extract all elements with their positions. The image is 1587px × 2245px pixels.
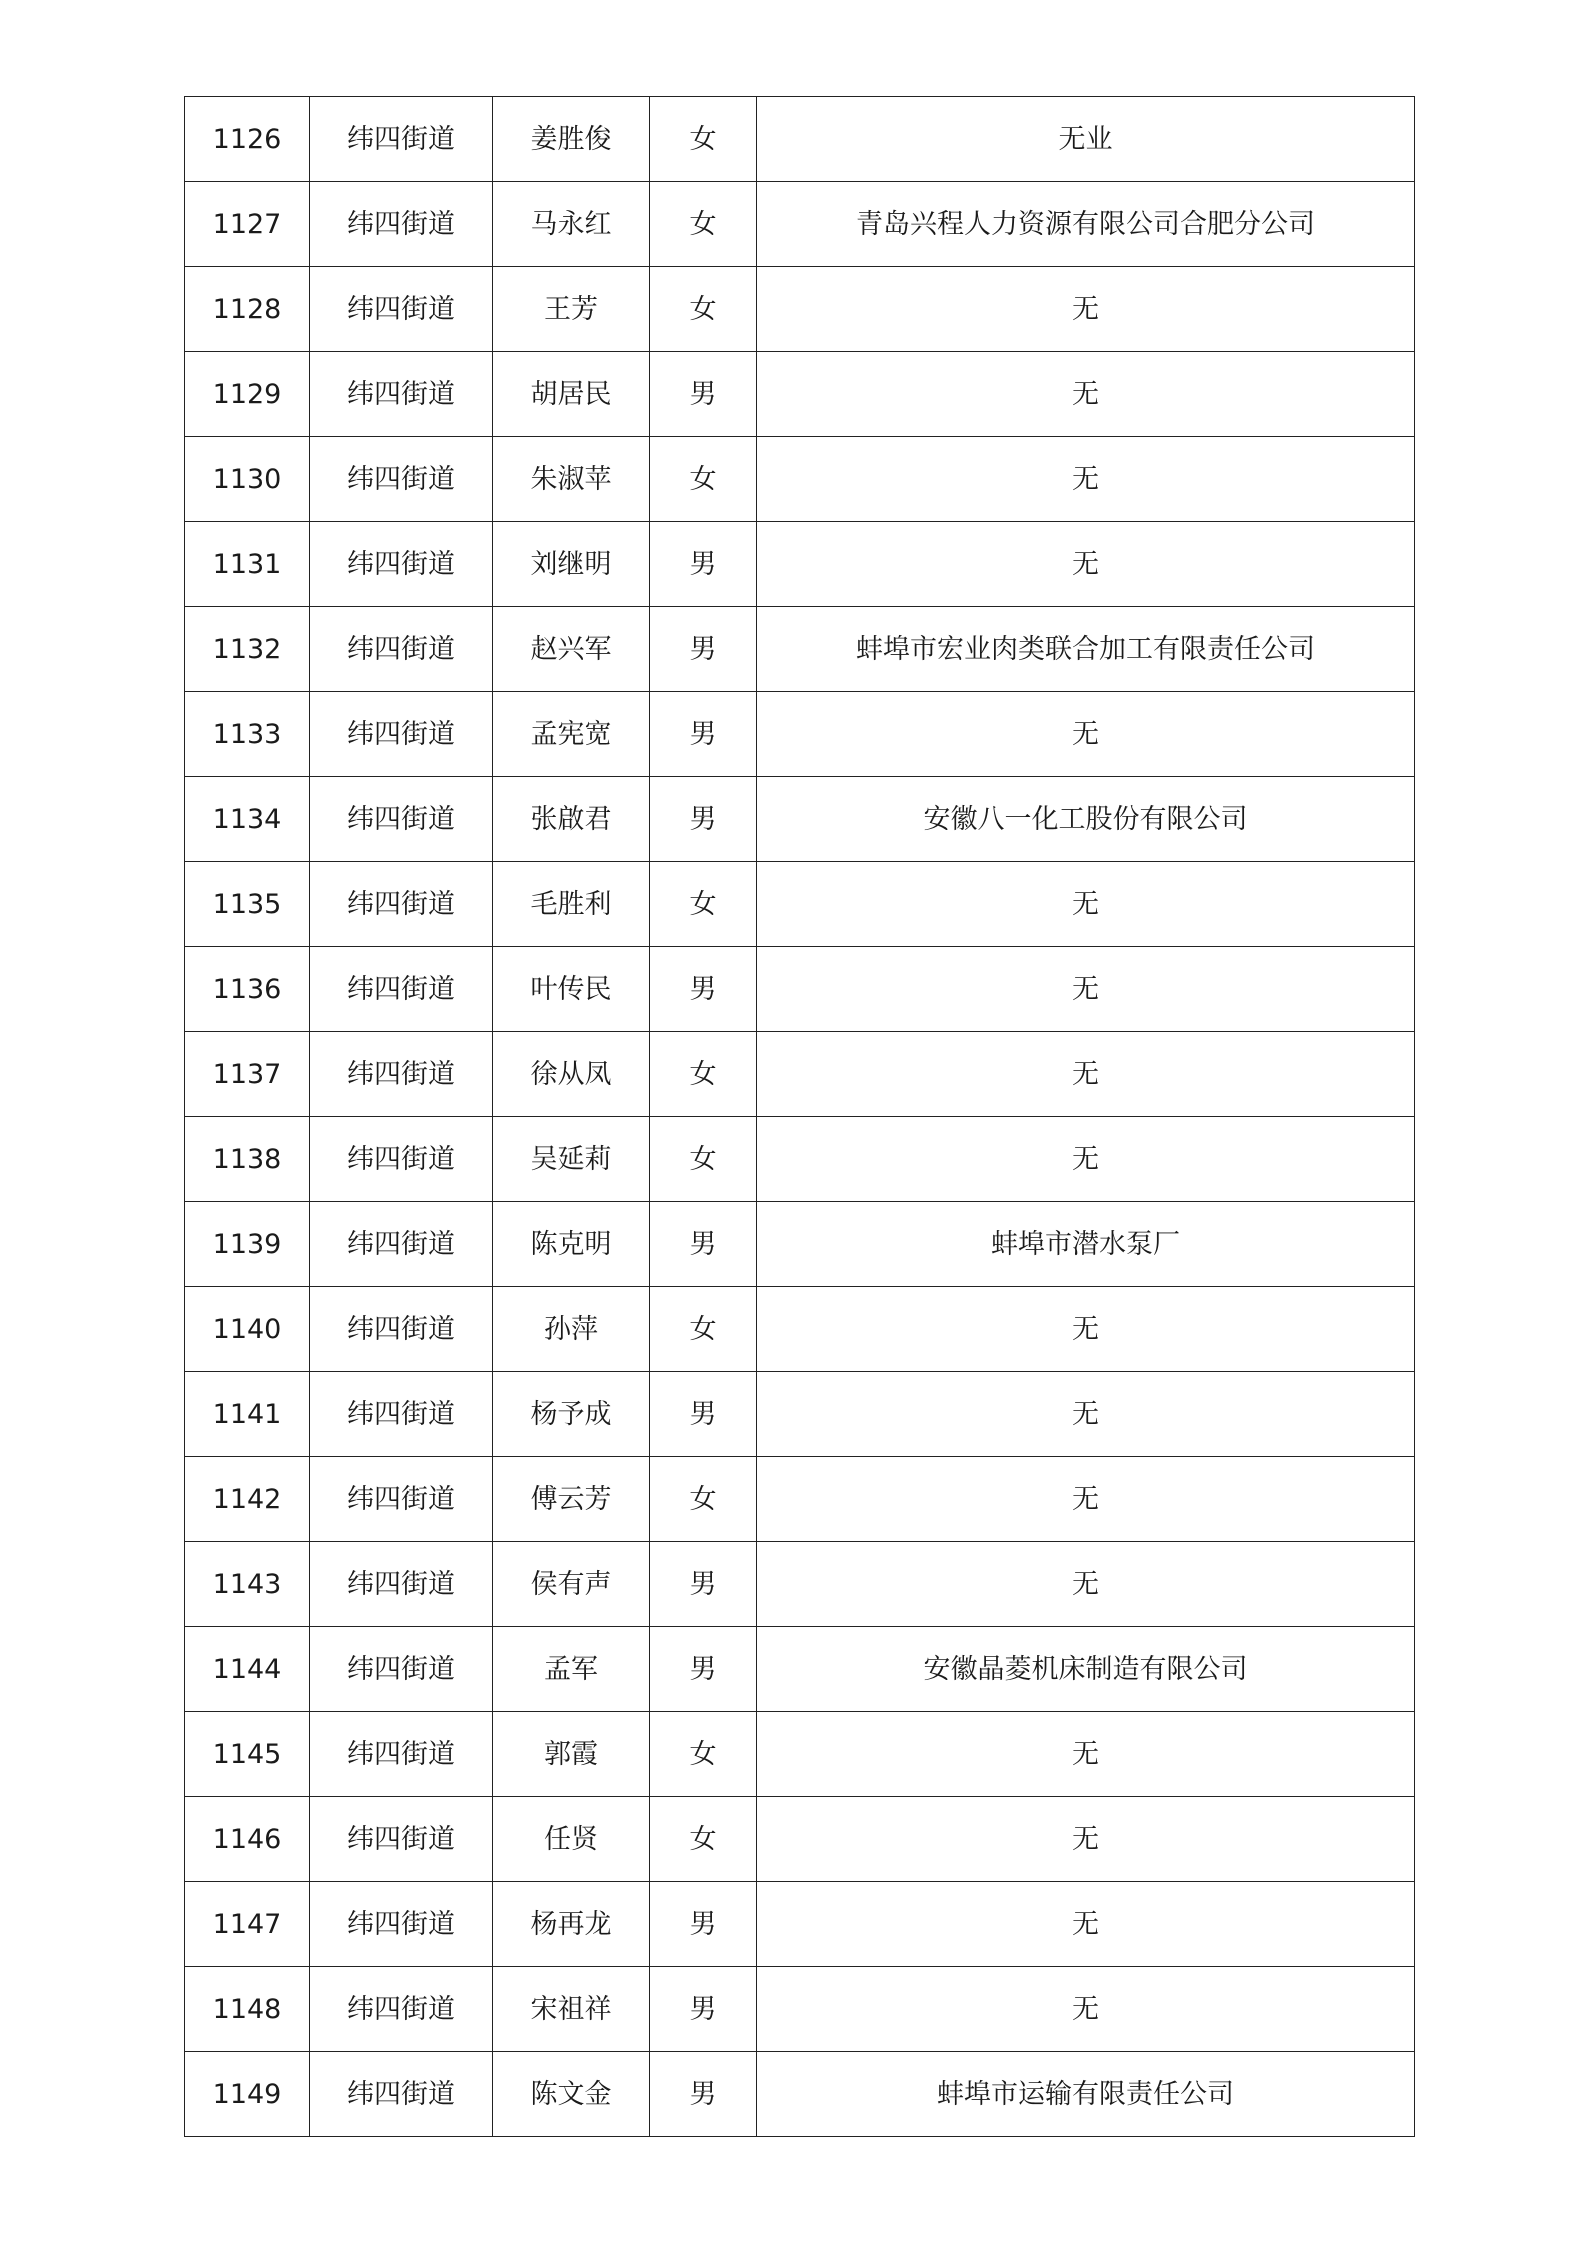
cell-serial-number: 1143 — [185, 1542, 310, 1627]
cell-employer: 安徽八一化工股份有限公司 — [757, 777, 1415, 862]
table-row — [185, 1117, 1415, 1202]
cell-person-name: 叶传民 — [493, 947, 650, 1032]
cell-street: 纬四街道 — [310, 1627, 493, 1712]
cell-gender: 男 — [650, 1882, 757, 1967]
cell-serial-number: 1146 — [185, 1797, 310, 1882]
table-row — [185, 1627, 1415, 1712]
table-row — [185, 1457, 1415, 1542]
cell-person-name: 毛胜利 — [493, 862, 650, 947]
cell-person-name: 孙萍 — [493, 1287, 650, 1372]
cell-serial-number: 1138 — [185, 1117, 310, 1202]
cell-street: 纬四街道 — [310, 777, 493, 862]
cell-gender: 男 — [650, 607, 757, 692]
cell-person-name: 郭霞 — [493, 1712, 650, 1797]
cell-street: 纬四街道 — [310, 1117, 493, 1202]
table-row — [185, 1797, 1415, 1882]
cell-person-name: 吴延莉 — [493, 1117, 650, 1202]
cell-gender: 女 — [650, 1287, 757, 1372]
cell-street: 纬四街道 — [310, 607, 493, 692]
cell-person-name: 孟军 — [493, 1627, 650, 1712]
cell-gender: 女 — [650, 1032, 757, 1117]
cell-employer: 青岛兴程人力资源有限公司合肥分公司 — [757, 182, 1415, 267]
cell-street: 纬四街道 — [310, 2052, 493, 2137]
cell-employer: 无 — [757, 1457, 1415, 1542]
cell-gender: 女 — [650, 97, 757, 182]
cell-person-name: 傅云芳 — [493, 1457, 650, 1542]
cell-person-name: 侯有声 — [493, 1542, 650, 1627]
roster-table-body — [185, 97, 1415, 2137]
cell-street: 纬四街道 — [310, 1032, 493, 1117]
cell-gender: 女 — [650, 1797, 757, 1882]
table-row — [185, 182, 1415, 267]
cell-serial-number: 1132 — [185, 607, 310, 692]
cell-serial-number: 1131 — [185, 522, 310, 607]
cell-gender: 男 — [650, 2052, 757, 2137]
cell-gender: 男 — [650, 1372, 757, 1457]
cell-person-name: 任贤 — [493, 1797, 650, 1882]
cell-gender: 女 — [650, 1457, 757, 1542]
cell-street: 纬四街道 — [310, 352, 493, 437]
cell-employer: 无 — [757, 947, 1415, 1032]
cell-gender: 男 — [650, 352, 757, 437]
cell-street: 纬四街道 — [310, 1287, 493, 1372]
table-row — [185, 1967, 1415, 2052]
table-row — [185, 352, 1415, 437]
cell-street: 纬四街道 — [310, 437, 493, 522]
cell-employer: 无 — [757, 1117, 1415, 1202]
cell-serial-number: 1147 — [185, 1882, 310, 1967]
cell-employer: 无 — [757, 1372, 1415, 1457]
cell-employer: 无 — [757, 352, 1415, 437]
cell-employer: 无 — [757, 1712, 1415, 1797]
cell-gender: 男 — [650, 1542, 757, 1627]
cell-serial-number: 1129 — [185, 352, 310, 437]
cell-employer: 无 — [757, 862, 1415, 947]
cell-serial-number: 1139 — [185, 1202, 310, 1287]
cell-street: 纬四街道 — [310, 1202, 493, 1287]
cell-serial-number: 1141 — [185, 1372, 310, 1457]
cell-person-name: 杨予成 — [493, 1372, 650, 1457]
cell-employer: 安徽晶菱机床制造有限公司 — [757, 1627, 1415, 1712]
cell-street: 纬四街道 — [310, 97, 493, 182]
cell-serial-number: 1145 — [185, 1712, 310, 1797]
table-row — [185, 2052, 1415, 2137]
cell-serial-number: 1140 — [185, 1287, 310, 1372]
cell-serial-number: 1144 — [185, 1627, 310, 1712]
table-row — [185, 97, 1415, 182]
cell-employer: 无业 — [757, 97, 1415, 182]
cell-employer: 蚌埠市运输有限责任公司 — [757, 2052, 1415, 2137]
cell-gender: 女 — [650, 1712, 757, 1797]
cell-employer: 无 — [757, 1032, 1415, 1117]
cell-employer: 无 — [757, 522, 1415, 607]
cell-employer: 无 — [757, 1797, 1415, 1882]
cell-person-name: 刘继明 — [493, 522, 650, 607]
cell-street: 纬四街道 — [310, 1967, 493, 2052]
cell-person-name: 杨再龙 — [493, 1882, 650, 1967]
cell-employer: 无 — [757, 692, 1415, 777]
cell-employer: 无 — [757, 437, 1415, 522]
cell-street: 纬四街道 — [310, 1372, 493, 1457]
cell-person-name: 胡居民 — [493, 352, 650, 437]
table-row — [185, 1712, 1415, 1797]
cell-street: 纬四街道 — [310, 1542, 493, 1627]
cell-employer: 无 — [757, 1882, 1415, 1967]
cell-gender: 男 — [650, 1202, 757, 1287]
cell-person-name: 张啟君 — [493, 777, 650, 862]
cell-serial-number: 1148 — [185, 1967, 310, 2052]
cell-street: 纬四街道 — [310, 522, 493, 607]
cell-street: 纬四街道 — [310, 1712, 493, 1797]
cell-gender: 女 — [650, 267, 757, 352]
cell-serial-number: 1134 — [185, 777, 310, 862]
table-row — [185, 692, 1415, 777]
table-row — [185, 1287, 1415, 1372]
table-row — [185, 1032, 1415, 1117]
cell-person-name: 陈克明 — [493, 1202, 650, 1287]
table-row — [185, 1372, 1415, 1457]
cell-gender: 女 — [650, 437, 757, 522]
cell-gender: 女 — [650, 182, 757, 267]
cell-person-name: 宋祖祥 — [493, 1967, 650, 2052]
table-row — [185, 437, 1415, 522]
cell-street: 纬四街道 — [310, 1797, 493, 1882]
cell-gender: 女 — [650, 862, 757, 947]
table-row — [185, 1542, 1415, 1627]
table-row — [185, 607, 1415, 692]
cell-street: 纬四街道 — [310, 862, 493, 947]
cell-serial-number: 1126 — [185, 97, 310, 182]
cell-serial-number: 1149 — [185, 2052, 310, 2137]
cell-serial-number: 1136 — [185, 947, 310, 1032]
cell-person-name: 朱淑苹 — [493, 437, 650, 522]
cell-person-name: 徐从凤 — [493, 1032, 650, 1117]
cell-person-name: 陈文金 — [493, 2052, 650, 2137]
table-row — [185, 1882, 1415, 1967]
cell-employer: 蚌埠市潜水泵厂 — [757, 1202, 1415, 1287]
cell-serial-number: 1127 — [185, 182, 310, 267]
cell-gender: 男 — [650, 692, 757, 777]
table-row — [185, 267, 1415, 352]
cell-person-name: 孟宪宽 — [493, 692, 650, 777]
cell-gender: 女 — [650, 1117, 757, 1202]
cell-street: 纬四街道 — [310, 947, 493, 1032]
cell-person-name: 马永红 — [493, 182, 650, 267]
cell-person-name: 赵兴军 — [493, 607, 650, 692]
cell-gender: 男 — [650, 947, 757, 1032]
cell-serial-number: 1135 — [185, 862, 310, 947]
cell-person-name: 姜胜俊 — [493, 97, 650, 182]
cell-serial-number: 1142 — [185, 1457, 310, 1542]
table-row — [185, 862, 1415, 947]
roster-table — [184, 96, 1415, 2137]
table-row — [185, 777, 1415, 862]
cell-gender: 男 — [650, 1627, 757, 1712]
cell-gender: 男 — [650, 777, 757, 862]
cell-street: 纬四街道 — [310, 1457, 493, 1542]
table-row — [185, 522, 1415, 607]
cell-employer: 无 — [757, 1287, 1415, 1372]
cell-person-name: 王芳 — [493, 267, 650, 352]
cell-employer: 无 — [757, 1542, 1415, 1627]
cell-gender: 男 — [650, 1967, 757, 2052]
cell-serial-number: 1130 — [185, 437, 310, 522]
cell-employer: 无 — [757, 267, 1415, 352]
table-row — [185, 1202, 1415, 1287]
cell-employer: 蚌埠市宏业肉类联合加工有限责任公司 — [757, 607, 1415, 692]
table-row — [185, 947, 1415, 1032]
cell-serial-number: 1128 — [185, 267, 310, 352]
cell-serial-number: 1137 — [185, 1032, 310, 1117]
cell-street: 纬四街道 — [310, 692, 493, 777]
cell-employer: 无 — [757, 1967, 1415, 2052]
cell-gender: 男 — [650, 522, 757, 607]
cell-serial-number: 1133 — [185, 692, 310, 777]
cell-street: 纬四街道 — [310, 182, 493, 267]
cell-street: 纬四街道 — [310, 267, 493, 352]
cell-street: 纬四街道 — [310, 1882, 493, 1967]
